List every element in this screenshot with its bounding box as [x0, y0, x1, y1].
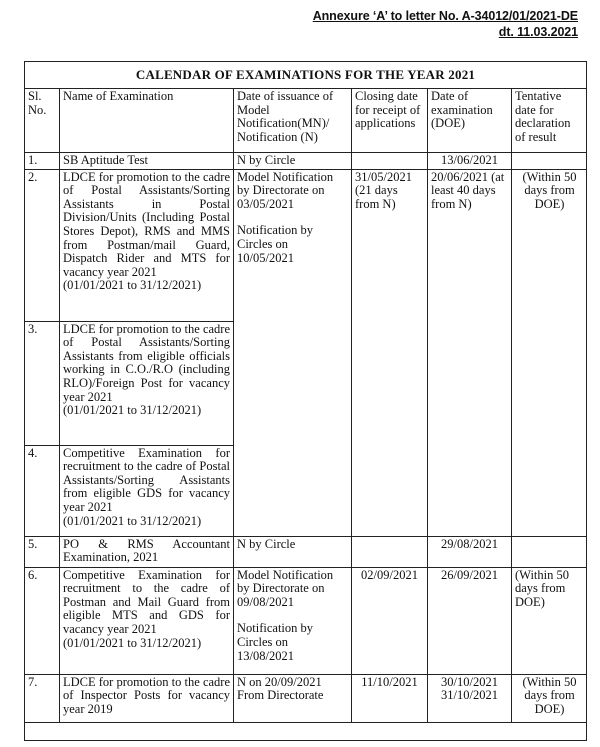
- table-row: [25, 536, 588, 567]
- annexure-letter-no: Annexure ‘A’ to letter No. A-34012/01/2021-DE: [312, 9, 578, 23]
- header-issuance: Date of issuance of Model Notification(MN)/ Notification (N): [234, 89, 352, 153]
- row-issuance: [234, 169, 352, 536]
- row-sl: 7.: [25, 674, 60, 722]
- row-name-period: (01/01/2021 to 31/12/2021): [63, 513, 202, 528]
- row-name-period: (01/01/2021 to 31/12/2021): [63, 635, 202, 650]
- row-doe: 29/08/2021: [428, 536, 512, 567]
- row-name: [60, 567, 234, 674]
- row-name-text: Competitive Examination for recruitment to the cadre of Postal Assistants/Sorting Assistants from eligible GDS for vacancy year 2021: [63, 445, 230, 514]
- row-sl: 6.: [25, 567, 60, 674]
- row-name-period: (01/01/2021 to 31/12/2021): [63, 278, 202, 293]
- table-row: [25, 169, 588, 321]
- row-sl: 2.: [25, 169, 60, 321]
- row-name: [60, 445, 234, 536]
- row-name-period: (01/01/2021 to 31/12/2021): [63, 403, 202, 418]
- table-row: [25, 674, 588, 722]
- header-sl: Sl. No.: [25, 89, 60, 153]
- row-closing: 11/10/2021: [352, 674, 428, 722]
- row-result: (Within 50 days from DOE): [512, 567, 588, 674]
- row-result: (Within 50 days from DOE): [512, 169, 588, 536]
- row-doe: 26/09/2021: [428, 567, 512, 674]
- calendar-frame: [24, 61, 587, 741]
- header-result: Tentative date for declaration of result: [512, 89, 588, 153]
- row-doe: 20/06/2021 (at least 40 days from N): [428, 169, 512, 536]
- row-issuance-text: Model Notification by Directorate on 09/08/2021: [237, 567, 334, 609]
- row-closing: 02/09/2021: [352, 567, 428, 674]
- row-result: [512, 153, 588, 170]
- page-title: CALENDAR OF EXAMINATIONS FOR THE YEAR 2021: [135, 67, 476, 82]
- row-name: [60, 169, 234, 321]
- row-name-text: Competitive Examination for recruitment to the cadre of Postman and Mail Guard from eligible MTS and GDS for vacancy year 2021: [63, 567, 230, 636]
- row-name: PO & RMS Accountant Examination, 2021: [60, 536, 234, 567]
- table-row: [25, 153, 588, 170]
- row-issuance: N by Circle: [234, 153, 352, 170]
- row-sl: 1.: [25, 153, 60, 170]
- header-closing: Closing date for receipt of applications: [352, 89, 428, 153]
- row-doe: 30/10/2021 31/10/2021: [428, 674, 512, 722]
- annexure-reference: [313, 8, 578, 40]
- row-issuance: N by Circle: [234, 536, 352, 567]
- row-name: SB Aptitude Test: [60, 153, 234, 170]
- header-row: [25, 89, 588, 153]
- row-closing: 31/05/2021 (21 days from N): [352, 169, 428, 536]
- header-doe: Date of examination (DOE): [428, 89, 512, 153]
- row-issuance: [234, 567, 352, 674]
- row-sl: 5.: [25, 536, 60, 567]
- row-result: [512, 536, 588, 567]
- row-closing: [352, 536, 428, 567]
- row-closing: [352, 153, 428, 170]
- row-issuance: N on 20/09/2021 From Directorate: [234, 674, 352, 722]
- header-name: Name of Examination: [60, 89, 234, 153]
- exam-calendar-table: [24, 88, 587, 723]
- row-doe: 13/06/2021: [428, 153, 512, 170]
- annexure-date: dt. 11.03.2021: [498, 25, 578, 39]
- row-result: (Within 50 days from DOE): [512, 674, 588, 722]
- row-name: LDCE for promotion to the cadre of Inspector Posts for vacancy year 2019: [60, 674, 234, 722]
- row-issuance-circle: Notification by Circles on 10/05/2021: [237, 223, 314, 265]
- row-issuance-circle: Notification by Circles on 13/08/2021: [237, 621, 314, 663]
- row-issuance-text: Model Notification by Directorate on 03/05/2021: [237, 169, 334, 211]
- row-name: [60, 321, 234, 445]
- row-sl: 4.: [25, 445, 60, 536]
- row-sl: 3.: [25, 321, 60, 445]
- row-name-text: LDCE for promotion to the cadre of Postal Assistants/Sorting Assistants in Postal Division/Units (Including Postal Stores Depot), RMS and MMS from Postman/mail Guard, Dispatch Rider and MTS for vacancy year 2021: [63, 169, 230, 279]
- table-row: [25, 567, 588, 674]
- row-name-text: LDCE for promotion to the cadre of Postal Assistants/Sorting Assistants from eligible officials working in C.O./R.O (including RLO)/Foreign Post for vacancy year 2021: [63, 321, 230, 404]
